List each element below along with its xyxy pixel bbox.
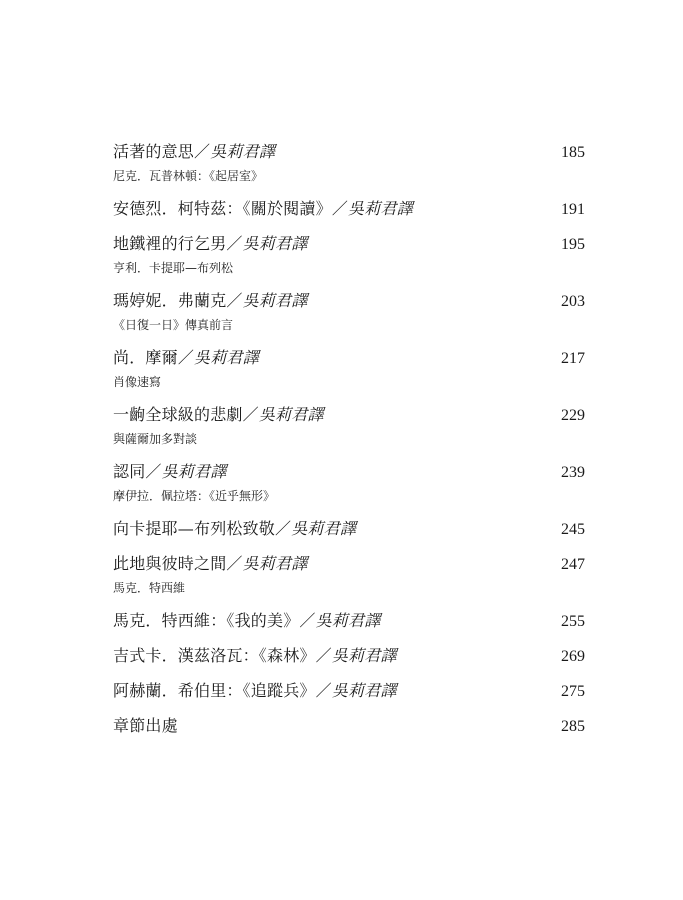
toc-entry-title-text: 向卡提耶—布列松致敬 bbox=[113, 519, 276, 538]
toc-entry-title-text: 認同 bbox=[113, 462, 146, 481]
toc-entry-title bbox=[113, 231, 307, 254]
toc-entry-translator: 吳莉君譯 bbox=[161, 462, 227, 481]
toc-entry-subtitle: 摩伊拉．佩拉塔：《近乎無形》 bbox=[113, 489, 276, 503]
toc-entry-title-text: 安德烈．柯特茲：《關於閱讀》 bbox=[113, 199, 332, 218]
toc-entry-translator: 吳莉君譯 bbox=[242, 234, 308, 253]
toc-entry-row bbox=[113, 516, 585, 542]
toc-entry-row bbox=[113, 713, 585, 739]
toc-entry[interactable] bbox=[113, 231, 585, 279]
toc-entry-row bbox=[113, 231, 585, 257]
toc-entry-page-number: 203 bbox=[561, 293, 585, 310]
toc-entry[interactable] bbox=[113, 139, 585, 187]
toc-entry-row bbox=[113, 196, 585, 222]
toc-entry-translator: 吳莉君譯 bbox=[315, 611, 381, 630]
toc-entry-separator: ／ bbox=[226, 554, 243, 573]
toc-entry-separator: ／ bbox=[315, 646, 332, 665]
toc-entry-row bbox=[113, 551, 585, 577]
toc-entry-row bbox=[113, 608, 585, 634]
toc-entry-separator: ／ bbox=[145, 462, 162, 481]
toc-entry-title bbox=[113, 196, 413, 219]
toc-entry-page-number: 239 bbox=[561, 464, 585, 481]
toc-entry-page-number: 285 bbox=[561, 718, 585, 735]
table-of-contents bbox=[113, 139, 585, 748]
toc-entry[interactable] bbox=[113, 608, 585, 634]
toc-entry-title-text: 吉式卡．漢茲洛瓦：《森林》 bbox=[113, 646, 316, 665]
toc-entry-title bbox=[113, 516, 356, 539]
toc-entry-page-number: 191 bbox=[561, 201, 585, 218]
toc-entry-row bbox=[113, 139, 585, 165]
toc-entry[interactable] bbox=[113, 551, 585, 599]
toc-entry[interactable] bbox=[113, 678, 585, 704]
toc-entry-page-number: 217 bbox=[561, 350, 585, 367]
toc-entry-page-number: 185 bbox=[561, 144, 585, 161]
toc-entry-title bbox=[113, 345, 259, 368]
toc-entry-translator: 吳莉君譯 bbox=[331, 646, 397, 665]
toc-entry-row bbox=[113, 459, 585, 485]
toc-entry-separator: ／ bbox=[226, 291, 243, 310]
toc-entry-translator: 吳莉君譯 bbox=[194, 348, 259, 367]
toc-entry[interactable] bbox=[113, 643, 585, 669]
toc-entry-subtitle: 肖像速寫 bbox=[113, 375, 162, 389]
toc-entry-page-number: 229 bbox=[561, 407, 585, 424]
toc-entry-page-number: 255 bbox=[561, 613, 585, 630]
toc-entry-row bbox=[113, 678, 585, 704]
toc-entry-row bbox=[113, 402, 585, 428]
toc-entry-translator: 吳莉君譯 bbox=[291, 519, 357, 538]
toc-entry-subtitle: 與薩爾加多對談 bbox=[113, 432, 198, 446]
toc-entry-separator: ／ bbox=[331, 199, 349, 218]
toc-entry-subtitle: 《日復一日》傳真前言 bbox=[113, 318, 234, 332]
toc-entry-page-number: 269 bbox=[561, 648, 585, 665]
toc-entry-page-number: 245 bbox=[561, 521, 585, 538]
toc-entry[interactable] bbox=[113, 516, 585, 542]
toc-entry-title bbox=[113, 678, 397, 701]
toc-entry-page-number: 275 bbox=[561, 683, 585, 700]
toc-entry-translator: 吳莉君譯 bbox=[242, 291, 308, 310]
toc-entry-title-text: 馬克．特西維：《我的美》 bbox=[113, 611, 300, 630]
toc-entry-separator: ／ bbox=[177, 348, 195, 367]
toc-entry-row bbox=[113, 345, 585, 371]
toc-entry-page-number: 195 bbox=[561, 236, 585, 253]
toc-entry-separator: ／ bbox=[226, 234, 243, 253]
toc-entry-title-text: 活著的意思 bbox=[113, 142, 195, 161]
toc-entry-title-text: 地鐵裡的行乞男 bbox=[113, 234, 227, 253]
toc-entry-subtitle: 亨利．卡提耶—布列松 bbox=[113, 261, 234, 275]
toc-entry[interactable] bbox=[113, 713, 585, 739]
toc-entry-separator: ／ bbox=[194, 142, 211, 161]
toc-entry-translator: 吳莉君譯 bbox=[242, 554, 308, 573]
toc-entry[interactable] bbox=[113, 288, 585, 336]
toc-entry-title-text: 尚．摩爾 bbox=[113, 348, 178, 367]
toc-entry-title bbox=[113, 139, 275, 162]
toc-entry-separator: ／ bbox=[275, 519, 292, 538]
toc-entry-title bbox=[113, 551, 307, 574]
toc-entry-separator: ／ bbox=[242, 405, 259, 424]
toc-entry-translator: 吳莉君譯 bbox=[331, 681, 397, 700]
toc-entry-translator: 吳莉君譯 bbox=[258, 405, 324, 424]
toc-entry-separator: ／ bbox=[315, 681, 332, 700]
toc-entry-title bbox=[113, 643, 397, 666]
toc-entry-title-text: 阿赫蘭．希伯里：《追蹤兵》 bbox=[113, 681, 316, 700]
toc-entry-title-text: 此地與彼時之間 bbox=[113, 554, 227, 573]
toc-entry-list bbox=[113, 139, 585, 739]
toc-entry-translator: 吳莉君譯 bbox=[348, 199, 413, 218]
toc-entry-title-text: 瑪婷妮．弗蘭克 bbox=[113, 291, 227, 310]
toc-entry[interactable] bbox=[113, 196, 585, 222]
toc-entry[interactable] bbox=[113, 459, 585, 507]
toc-entry-title-text: 一齣全球級的悲劇 bbox=[113, 405, 243, 424]
toc-entry-subtitle: 尼克．瓦普林頓：《起居室》 bbox=[113, 169, 264, 183]
toc-entry-separator: ／ bbox=[299, 611, 316, 630]
toc-entry-row bbox=[113, 288, 585, 314]
toc-entry-title bbox=[113, 402, 324, 425]
toc-entry[interactable] bbox=[113, 345, 585, 393]
toc-entry-title bbox=[113, 608, 380, 631]
toc-entry-title bbox=[113, 288, 307, 311]
toc-entry-translator: 吳莉君譯 bbox=[210, 142, 276, 161]
toc-entry-title bbox=[113, 459, 226, 482]
toc-entry-page-number: 247 bbox=[561, 556, 585, 573]
toc-entry-title-text: 章節出處 bbox=[113, 716, 178, 735]
toc-entry-subtitle: 馬克．特西維 bbox=[113, 581, 186, 595]
toc-entry-title bbox=[113, 713, 178, 736]
toc-entry-row bbox=[113, 643, 585, 669]
toc-entry[interactable] bbox=[113, 402, 585, 450]
